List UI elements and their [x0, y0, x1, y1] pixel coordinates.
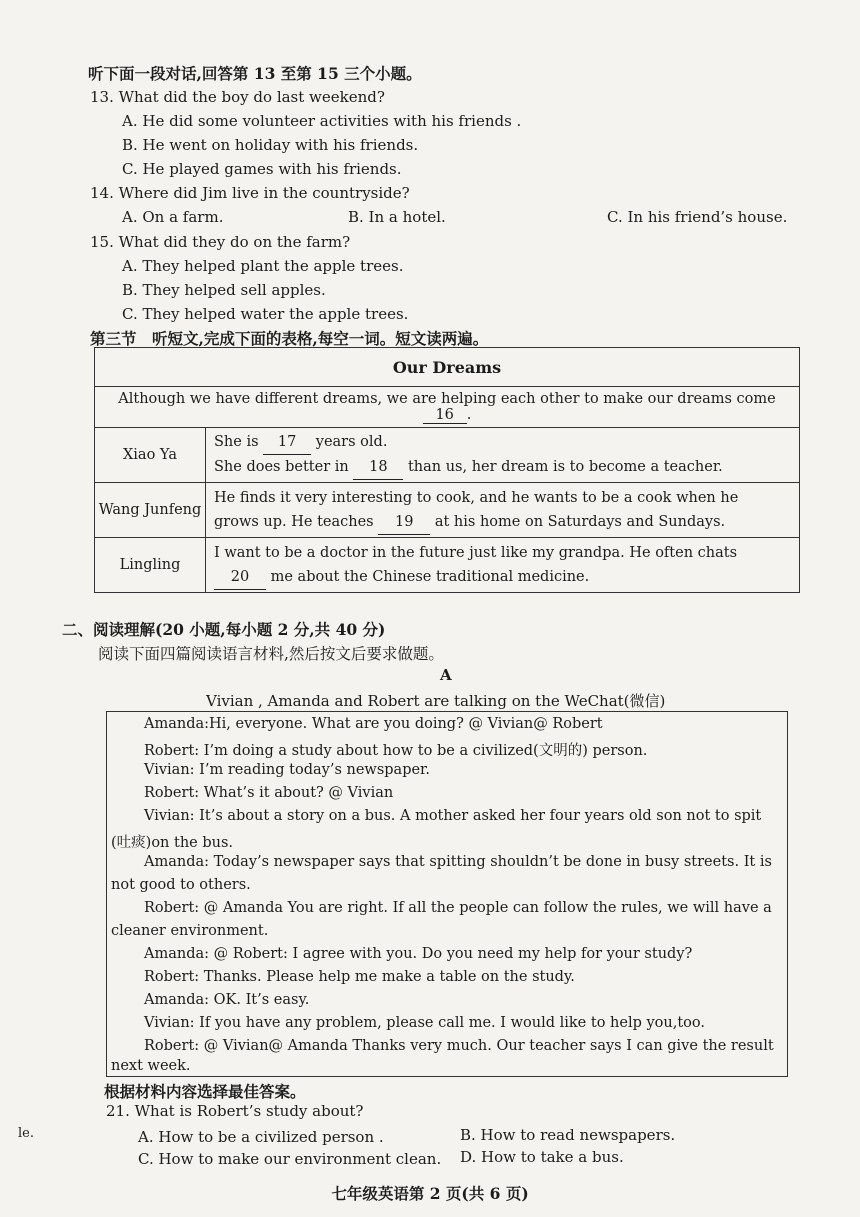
table-row — [95, 538, 800, 593]
row-text: She is — [214, 434, 259, 450]
row-text: than us, her dream is to become a teacher. — [407, 459, 723, 475]
row-text: grows up. He teaches — [214, 513, 374, 530]
row-text: I want to be a doctor in the future just like my grandpa. He often chats — [214, 544, 738, 561]
question-21-option-d: D. How to take a bus. — [460, 1148, 624, 1166]
chat-line: Robert: @ Vivian@ Amanda Thanks very much. Our teacher says I can give the result — [144, 1038, 774, 1054]
table-intro-text: Although we have different dreams, we are helping each other to make our dreams come — [118, 390, 776, 407]
table-intro-row: Although we have different dreams, we are helping each other to make our dreams come 16 . — [95, 387, 800, 428]
chat-line: (吐痰)on the bus. — [111, 835, 234, 851]
chat-line: Robert: @ Amanda You are right. If all the people can follow the rules, we will have a — [144, 900, 772, 916]
chat-line: Amanda:Hi, everyone. What are you doing? @ Vivian@ Robert — [144, 716, 603, 732]
chat-line: Amanda: Today’s newspaper says that spitting shouldn’t be done in busy streets. It is — [144, 854, 772, 870]
row-description — [206, 428, 800, 483]
section-instruction-dialog: 听下面一段对话,回答第 13 至第 15 三个小题。 — [88, 64, 422, 83]
question-15-option-c: C. They helped water the apple trees. — [122, 305, 409, 323]
blank-20: 20 — [214, 565, 266, 590]
chat-line: Vivian: I’m reading today’s newspaper. — [144, 762, 431, 778]
chat-line: not good to others. — [111, 877, 251, 893]
question-15-option-a: A. They helped plant the apple trees. — [122, 257, 404, 275]
chat-line: next week. — [111, 1058, 191, 1074]
row-text: me about the Chinese traditional medicine. — [270, 568, 590, 585]
question-13-option-c: C. He played games with his friends. — [122, 160, 402, 178]
chat-line: cleaner environment. — [111, 923, 269, 939]
question-14-option-c: C. In his friend’s house. — [607, 208, 788, 226]
blank-17: 17 — [263, 430, 311, 455]
chat-line: Robert: What’s it about? @ Vivian — [144, 785, 394, 801]
row-description — [206, 483, 800, 538]
question-14-stem: 14. Where did Jim live in the countryside? — [90, 184, 410, 202]
chat-line: Amanda: @ Robert: I agree with you. Do you need my help for your study? — [144, 946, 693, 962]
question-21-option-c: C. How to make our environment clean. — [138, 1150, 442, 1168]
row-description — [206, 538, 800, 593]
question-15-stem: 15. What did they do on the farm? — [90, 233, 351, 251]
passage-title: Vivian , Amanda and Robert are talking on the WeChat(微信) — [206, 692, 666, 710]
blank-18: 18 — [353, 455, 403, 480]
chat-line: Robert: Thanks. Please help me make a table on the study. — [144, 969, 575, 985]
table-row — [95, 428, 800, 483]
part-2-heading: 二、阅读理解(20 小题,每小题 2 分,共 40 分) — [62, 620, 386, 639]
row-text: She does better in — [214, 459, 349, 475]
question-21-stem: 21. What is Robert’s study about? — [106, 1102, 364, 1120]
question-21-option-b: B. How to read newspapers. — [460, 1126, 676, 1144]
table-row — [95, 483, 800, 538]
question-13-option-b: B. He went on holiday with his friends. — [122, 136, 419, 154]
chat-line: Amanda: OK. It’s easy. — [144, 992, 310, 1008]
passage-letter: A — [440, 666, 452, 684]
question-15-option-b: B. They helped sell apples. — [122, 281, 326, 299]
question-14-option-b: B. In a hotel. — [348, 208, 446, 226]
question-21-option-a: A. How to be a civilized person . — [138, 1128, 384, 1146]
section-3-instruction: 第三节 听短文,完成下面的表格,每空一词。短文读两遍。 — [90, 329, 489, 348]
part-2-instruction: 阅读下面四篇阅读语言材料,然后按文后要求做题。 — [98, 645, 444, 663]
question-14-option-a: A. On a farm. — [122, 208, 224, 226]
chat-line: Robert: I’m doing a study about how to be a civilized(文明的) person. — [144, 743, 648, 759]
chat-line: Vivian: If you have any problem, please call me. I would like to help you,too. — [144, 1015, 705, 1031]
row-name: Wang Junfeng — [95, 483, 206, 538]
page-footer: 七年级英语第 2 页(共 6 页) — [331, 1184, 529, 1203]
blank-19: 19 — [378, 510, 430, 535]
row-name: Xiao Ya — [95, 428, 206, 483]
blank-16: 16 — [423, 407, 467, 424]
row-text: He finds it very interesting to cook, and he wants to be a cook when he — [214, 489, 739, 506]
question-13-stem: 13. What did the boy do last weekend? — [90, 88, 385, 106]
choose-instruction: 根据材料内容选择最佳答案。 — [104, 1082, 306, 1101]
margin-fragment: le. — [18, 1126, 34, 1141]
question-13-option-a: A. He did some volunteer activities with his friends . — [122, 112, 522, 130]
row-name: Lingling — [95, 538, 206, 593]
table-title: Our Dreams — [95, 348, 800, 387]
wechat-dialogue-box — [106, 711, 788, 1077]
our-dreams-table — [94, 347, 800, 593]
chat-line: Vivian: It’s about a story on a bus. A mother asked her four years old son not to spit — [144, 808, 762, 824]
row-text: at his home on Saturdays and Sundays. — [434, 513, 726, 530]
row-text: years old. — [315, 434, 388, 450]
